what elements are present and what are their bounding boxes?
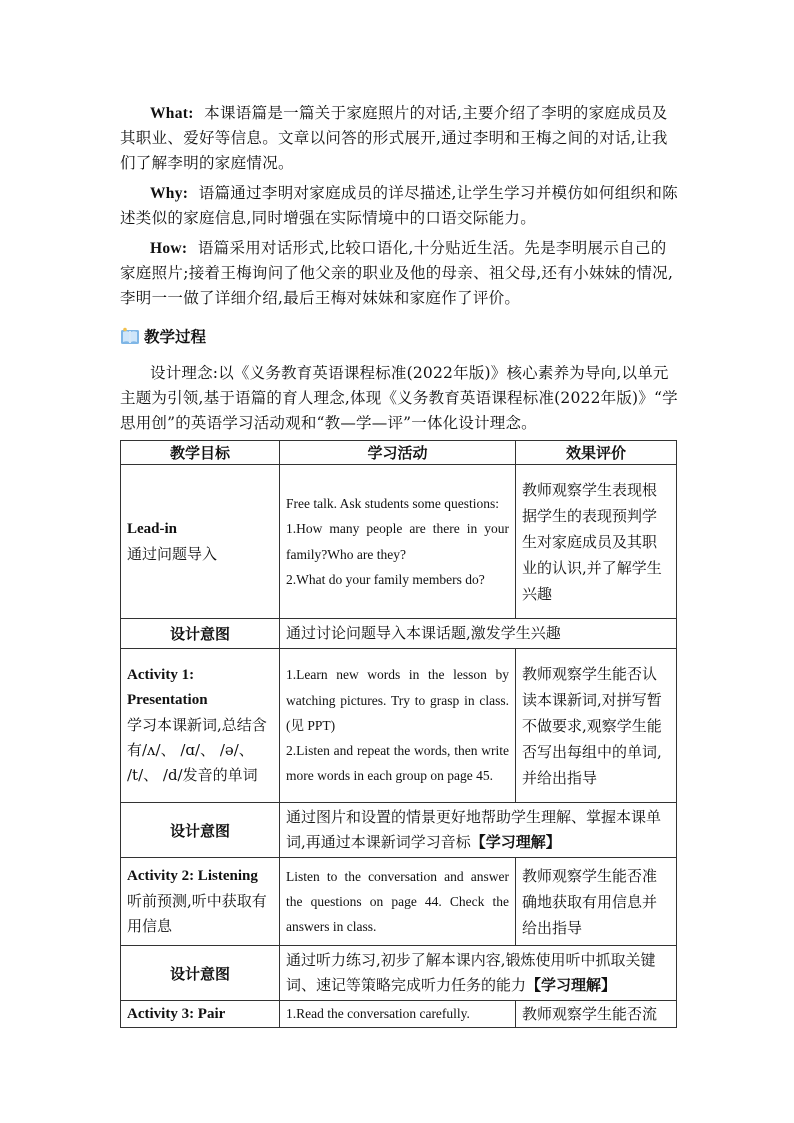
intent-body: 通过讨论问题导入本课话题,激发学生兴趣 <box>286 624 561 642</box>
intent-tag: 【学习理解】 <box>470 833 561 851</box>
goal-cell <box>121 649 280 803</box>
intent-body: 通过听力练习,初步了解本课内容,锻炼使用听中抓取关键词、速记等策略完成听力任务的能力 <box>286 951 656 994</box>
evaluation-cell <box>516 649 677 803</box>
header-goal: 教学目标 <box>121 441 280 465</box>
activity-text: 1.Learn new words in the lesson by watching pictures. Try to grasp in class.(见 PPT) 2.Listen and repeat the words, then write more words in each group on page 45. <box>286 667 509 784</box>
evaluation-text: 教师观察学生表现根据学生的表现预判学生对家庭成员及其职业的认识,并了解学生兴趣 <box>522 480 662 603</box>
book-icon <box>120 327 140 345</box>
table-header-row <box>121 441 677 465</box>
lesson-table <box>120 440 677 1028</box>
intent-label: 设计意图 <box>121 946 280 1001</box>
intent-row <box>121 619 677 649</box>
evaluation-text: 教师观察学生能否认读本课新词,对拼写暂不做要求,观察学生能否写出每组中的单词,并给出指导 <box>522 664 662 787</box>
section-heading-text: 教学过程 <box>144 327 207 346</box>
activity-cell <box>280 649 516 803</box>
table-row <box>121 858 677 946</box>
evaluation-cell <box>516 465 677 619</box>
how-text: 语篇采用对话形式,比较口语化,十分贴近生活。先是李明展示自己的家庭照片;接着王梅询问了他父亲的职业及他的母亲、祖父母,还有小妹妹的情况,李明一一做了详细介绍,最后王梅对妹妹和家庭作了评价。 <box>120 239 674 307</box>
activity-text: Free talk. Ask students some questions: 1.How many people are there in your family?Who are they? 2.What do your family members do? <box>286 495 509 587</box>
table-row <box>121 649 677 803</box>
goal-cell <box>121 1001 280 1028</box>
goal-title: Activity 1: Presentation <box>127 667 208 708</box>
goal-cell <box>121 465 280 619</box>
goal-title: Activity 2: Listening <box>127 868 258 884</box>
why-text: 语篇通过李明对家庭成员的详尽描述,让学生学习并模仿如何组织和陈述类似的家庭信息,同时增强在实际情境中的口语交际能力。 <box>120 184 678 227</box>
table-row <box>121 465 677 619</box>
what-label: What: <box>150 105 194 122</box>
design-concept-text: 设计理念:以《义务教育英语课程标准(2022年版)》核心素养为导向,以单元主题为引领,基于语篇的育人理念,体现《义务教育英语课程标准(2022年版)》“学思用创”的英语学习活动观和“教—学—评”一体化设计理念。 <box>120 364 678 432</box>
activity-text: Listen to the conversation and answer the questions on page 44. Check the answers in class. <box>286 868 509 935</box>
intent-text <box>280 946 677 1001</box>
goal-title: Activity 3: Pair <box>127 1005 226 1022</box>
goal-cell <box>121 858 280 946</box>
evaluation-text: 教师观察学生能否准确地获取有用信息并给出指导 <box>522 866 658 937</box>
evaluation-cell <box>516 858 677 946</box>
table-row <box>121 1001 677 1028</box>
header-evaluation: 效果评价 <box>516 441 677 465</box>
design-concept <box>120 361 678 436</box>
intent-row <box>121 946 677 1001</box>
intent-label: 设计意图 <box>121 803 280 858</box>
how-paragraph <box>120 236 678 311</box>
why-paragraph <box>120 181 678 231</box>
goal-text: 通过问题导入 <box>127 544 218 563</box>
activity-cell <box>280 858 516 946</box>
intent-text <box>280 803 677 858</box>
section-heading <box>120 324 206 348</box>
goal-text: 听前预测,听中获取有用信息 <box>127 892 267 935</box>
header-activity: 学习活动 <box>280 441 516 465</box>
evaluation-text: 教师观察学生能否流 <box>522 1005 658 1023</box>
goal-title: Lead-in <box>127 520 178 537</box>
intent-row <box>121 803 677 858</box>
intent-body: 通过图片和设置的情景更好地帮助学生理解、掌握本课单词,再通过本课新词学习音标 <box>286 808 662 851</box>
what-text: 本课语篇是一篇关于家庭照片的对话,主要介绍了李明的家庭成员及其职业、爱好等信息。文章以问答的形式展开,通过李明和王梅之间的对话,让我们了解李明的家庭情况。 <box>120 104 668 172</box>
intent-text <box>280 619 677 649</box>
what-paragraph <box>120 101 678 176</box>
activity-cell <box>280 465 516 619</box>
intent-label: 设计意图 <box>121 619 280 649</box>
intent-tag: 【学习理解】 <box>526 976 617 994</box>
evaluation-cell <box>516 1001 677 1028</box>
why-label: Why: <box>150 185 189 202</box>
activity-text: 1.Read the conversation carefully. <box>286 1006 470 1022</box>
activity-cell <box>280 1001 516 1028</box>
how-label: How: <box>150 240 188 257</box>
goal-text: 学习本课新词,总结含有/ʌ/、 /ɑ/、 /ə/、 /t/、 /d/发音的单词 <box>127 716 267 784</box>
